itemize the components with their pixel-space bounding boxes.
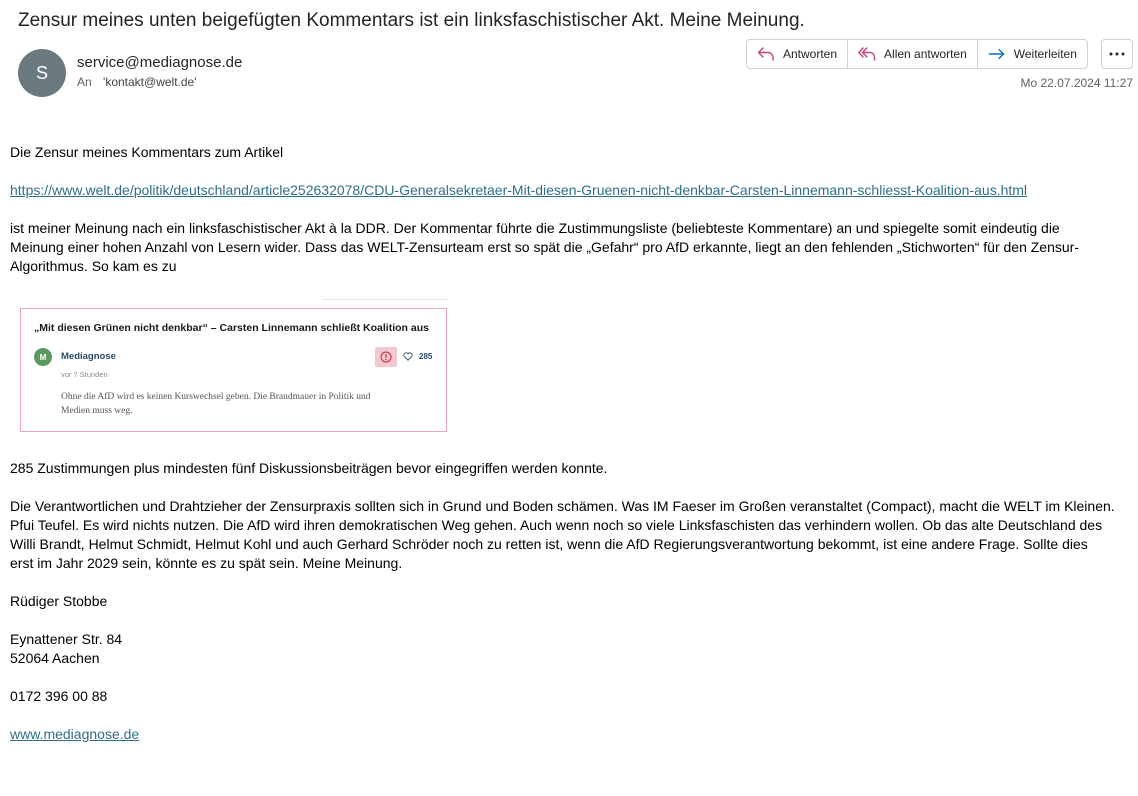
body-paragraph-line: Die Verantwortlichen und Drahtzieher der Zensurpraxis sollten sich in Grund und Boden schämen. Was IM Faeser im Großen veranstaltet (Compact), macht die WELT im Kleinen. bbox=[10, 498, 1115, 514]
to-label: An bbox=[77, 75, 92, 89]
body-paragraph: 285 Zustimmungen plus mindesten fünf Diskussionsbeiträgen bevor eingegriffen werden konnte. bbox=[10, 460, 608, 476]
reply-button[interactable] bbox=[747, 40, 848, 68]
body-paragraph-intro: Die Zensur meines Kommentars zum Artikel bbox=[10, 144, 284, 160]
reply-label: Antworten bbox=[783, 47, 838, 61]
article-link[interactable]: https://www.welt.de/politik/deutschland/article252632078/CDU-Generalsekretaer-Mit-diesen-Gruenen-nicht-denkbar-Carsten-Linnemann-schliesst-Koalition-aus.html bbox=[10, 182, 1028, 198]
more-actions-button[interactable] bbox=[1101, 39, 1133, 69]
signature-phone: 0172 396 00 88 bbox=[10, 688, 108, 704]
message-actions bbox=[746, 39, 1088, 69]
more-icon bbox=[1109, 52, 1125, 56]
heart-icon bbox=[403, 352, 413, 361]
body-paragraph-line: Algorithmus. So kam es zu bbox=[10, 258, 177, 274]
like-count bbox=[403, 352, 432, 361]
reply-all-label: Allen antworten bbox=[884, 47, 967, 61]
message-date: Mo 22.07.2024 11:27 bbox=[1020, 76, 1133, 90]
commenter-avatar: M bbox=[34, 348, 52, 366]
embedded-article-title: „Mit diesen Grünen nicht denkbar“ – Carsten Linnemann schließt Koalition aus bbox=[34, 322, 429, 334]
recipient-line bbox=[77, 75, 197, 89]
signature-name: Rüdiger Stobbe bbox=[10, 593, 108, 609]
reply-all-button[interactable] bbox=[848, 40, 978, 68]
body-paragraph-line: erst im Jahr 2029 sein, könnte es zu spät sein. Meine Meinung. bbox=[10, 555, 403, 571]
like-count-value: 285 bbox=[419, 352, 433, 361]
embed-top-edge bbox=[323, 298, 447, 300]
body-paragraph-line: Meinung einer hohen Anzahl von Lesern wider. Dass das WELT-Zensurteam erst so spät die „Gefahr“ pro AfD erkannte, liegt an den fehlenden „Stichworten“ für den Zensur- bbox=[10, 239, 1079, 255]
sender-address[interactable]: service@mediagnose.de bbox=[77, 54, 243, 71]
body-paragraph-line: Willi Brandt, Helmut Schmidt, Helmut Kohl und auch Gerhard Schröder noch zu retten ist, wenn die AfD Regierungsverantwortung bekommt, ist eine andere Frage. Sollte dies bbox=[10, 536, 1088, 552]
forward-icon bbox=[988, 47, 1006, 61]
forward-button[interactable] bbox=[978, 40, 1087, 68]
reply-icon bbox=[757, 47, 775, 61]
recipient-address[interactable]: 'kontakt@welt.de' bbox=[103, 75, 197, 89]
reply-all-icon bbox=[858, 47, 876, 61]
sender-avatar[interactable]: S bbox=[18, 49, 66, 97]
website-link[interactable]: www.mediagnose.de bbox=[10, 726, 140, 742]
comment-time: vor 7 Stunden bbox=[61, 370, 108, 379]
comment-text: Ohne die AfD wird es keinen Kurswechsel geben. Die Brandmauer in Politik und Medien muss weg. bbox=[61, 392, 371, 416]
signature-street: Eynattener Str. 84 bbox=[10, 631, 123, 647]
signature-city: 52064 Aachen bbox=[10, 650, 100, 666]
commenter-name: Mediagnose bbox=[61, 351, 116, 362]
forward-label: Weiterleiten bbox=[1013, 47, 1077, 61]
email-subject: Zensur meines unten beigefügten Kommentars ist ein linksfaschistischer Akt. Meine Meinung. bbox=[18, 10, 805, 31]
body-paragraph-line: Pfui Teufel. Es wird nichts nutzen. Die AfD wird ihren demokratischen Weg gehen. Auch wenn noch so viele Linksfaschisten das verhindern wollen. Ob das alte Deutschland des bbox=[10, 517, 1103, 533]
body-paragraph-line: ist meiner Meinung nach ein linksfaschistischer Akt à la DDR. Der Kommentar führte die Zustimmungsliste (beliebteste Kommentare) an und spiegelte somit eindeutig die bbox=[10, 220, 1060, 236]
embedded-comment-screenshot bbox=[20, 308, 447, 432]
alert-icon bbox=[375, 347, 397, 367]
